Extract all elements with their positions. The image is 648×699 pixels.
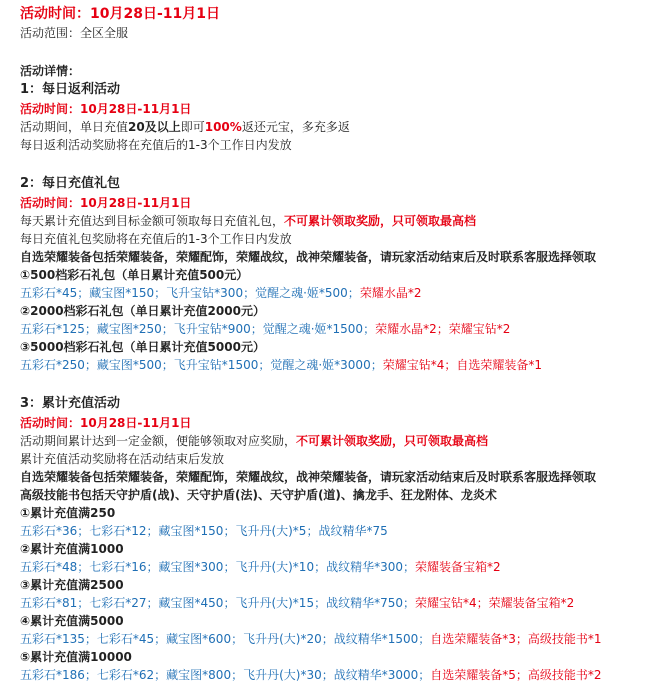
section-time: 活动时间：10月28日-11月1日 — [20, 196, 192, 210]
desc-highlight: 20及以上 — [128, 120, 181, 134]
section-title: 2：每日充值礼包 — [20, 176, 121, 191]
desc-text: 活动期间累计达到一定金额，便能够领取对应奖励， — [20, 434, 297, 448]
desc-warning: 不可累计领取奖励，只可领取最高档 — [296, 434, 489, 448]
reward-items-highlight: 自选荣耀装备*3；高级技能书*1 — [430, 632, 602, 646]
section-note: 每日返利活动奖励将在充值后的1-3个工作日内发放 — [20, 138, 292, 152]
reward-items: 五彩石*48；七彩石*16；藏宝图*300；飞升丹(大)*10；战纹精华*300； — [20, 560, 415, 574]
reward-items-highlight: 荣耀宝钻*4；自选荣耀装备*1 — [382, 358, 542, 372]
tier-rewards — [20, 284, 648, 302]
reward-items: 五彩石*250；藏宝图*500；飞升宝钻*1500；觉醒之魂·姬*3000； — [20, 358, 383, 372]
tier-title: ①累计充值满250 — [20, 506, 116, 520]
event-time-heading: 活动时间：10月28日-11月1日 — [20, 6, 220, 22]
reward-items-highlight: 荣耀宝钻*4；荣耀装备宝箱*2 — [414, 596, 575, 610]
section-desc — [20, 118, 648, 136]
desc-text: 每天累计充值达到目标金额可领取每日充值礼包， — [20, 214, 285, 228]
event-scope: 活动范围：全区全服 — [20, 26, 129, 40]
reward-items: 五彩石*45；藏宝图*150；飞升宝钻*300；觉醒之魂·姬*500； — [20, 286, 360, 300]
desc-text: 即可 — [180, 120, 205, 134]
tier-title: ④累计充值满5000 — [20, 614, 124, 628]
tier-title: ③累计充值满2500 — [20, 578, 124, 592]
section-cumulative — [20, 394, 648, 684]
tier-rewards — [20, 630, 648, 648]
reward-items: 五彩石*36；七彩石*12；藏宝图*150；飞升丹(大)*5；战纹精华*75 — [20, 524, 388, 538]
section-title: 1：每日返利活动 — [20, 82, 121, 97]
tier-title: ⑤累计充值满10000 — [20, 650, 132, 664]
section-title: 3：累计充值活动 — [20, 396, 121, 411]
skills-note: 高级技能书包括天守护盾(战)、天守护盾(法)、天守护盾(道)、擒龙手、狂龙附体、龙炎术 — [20, 488, 497, 502]
choose-note: 自选荣耀装备包括荣耀装备，荣耀配饰，荣耀战纹，战神荣耀装备，请玩家活动结束后及时联系客服选择领取 — [20, 250, 597, 264]
choose-note: 自选荣耀装备包括荣耀装备，荣耀配饰，荣耀战纹，战神荣耀装备，请玩家活动结束后及时联系客服选择领取 — [20, 470, 597, 484]
desc-text: 活动期间，单日充值 — [20, 120, 129, 134]
reward-items: 五彩石*186；七彩石*62；藏宝图*800；飞升丹(大)*30；战纹精华*3000； — [20, 668, 431, 682]
section-daily-pack — [20, 174, 648, 374]
desc-text: 返还元宝，多充多返 — [241, 120, 350, 134]
desc-percent: 100% — [204, 120, 242, 134]
tier-title: ②累计充值满1000 — [20, 542, 124, 556]
reward-items-highlight: 荣耀装备宝箱*2 — [414, 560, 501, 574]
tier-rewards — [20, 666, 648, 684]
tier-rewards — [20, 320, 648, 338]
section-note: 累计充值活动奖励将在活动结束后发放 — [20, 452, 225, 466]
tier-rewards — [20, 594, 648, 612]
tier-title: ①500档彩石礼包（单日累计充值500元） — [20, 268, 249, 282]
tier-title: ②2000档彩石礼包（单日累计充值2000元） — [20, 304, 265, 318]
section-note: 每日充值礼包奖励将在充值后的1-3个工作日内发放 — [20, 232, 292, 246]
reward-items-highlight: 荣耀水晶*2；荣耀宝钻*2 — [375, 322, 511, 336]
tier-rewards — [20, 522, 648, 540]
section-time: 活动时间：10月28日-11月1日 — [20, 416, 192, 430]
desc-warning: 不可累计领取奖励，只可领取最高档 — [284, 214, 477, 228]
reward-items: 五彩石*135；七彩石*45；藏宝图*600；飞升丹(大)*20；战纹精华*1500； — [20, 632, 431, 646]
reward-items-highlight: 荣耀水晶*2 — [359, 286, 422, 300]
reward-items: 五彩石*81；七彩石*27；藏宝图*450；飞升丹(大)*15；战纹精华*750； — [20, 596, 415, 610]
section-desc — [20, 212, 648, 230]
details-heading: 活动详情： — [20, 64, 81, 78]
reward-items-highlight: 自选荣耀装备*5；高级技能书*2 — [430, 668, 602, 682]
reward-items: 五彩石*125；藏宝图*250；飞升宝钻*900；觉醒之魂·姬*1500； — [20, 322, 376, 336]
section-desc — [20, 432, 648, 450]
tier-rewards — [20, 558, 648, 576]
section-time: 活动时间：10月28日-11月1日 — [20, 102, 192, 116]
section-daily-rebate — [20, 80, 648, 154]
tier-title: ③5000档彩石礼包（单日累计充值5000元） — [20, 340, 265, 354]
tier-rewards — [20, 356, 648, 374]
